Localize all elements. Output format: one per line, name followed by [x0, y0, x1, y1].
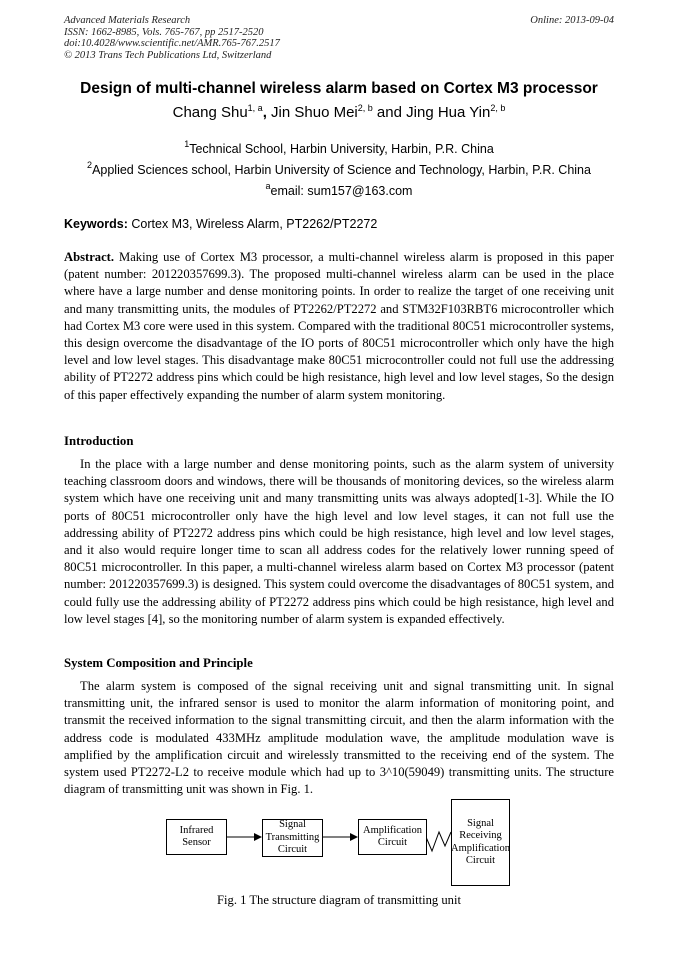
affiliation-mark: 1	[184, 139, 190, 149]
block-label-line: Circuit	[277, 844, 308, 856]
author-name: Jin Shuo Mei	[271, 104, 358, 121]
author-separator: and	[372, 104, 407, 121]
online-date: Online: 2013-09-04	[530, 15, 614, 26]
block-signal-transmitting-circuit	[262, 819, 323, 857]
keywords-text: Cortex M3, Wireless Alarm, PT2262/PT2272	[131, 217, 378, 231]
paper-title: Design of multi-channel wireless alarm based on Cortex M3 processor	[80, 80, 598, 97]
block-label-line: Infrared	[179, 824, 214, 836]
author-separator: ,	[262, 104, 272, 121]
keywords-label: Keywords:	[64, 217, 128, 231]
block-label-line: Receiving	[459, 830, 502, 841]
block-signal-receiving-amplification-circuit	[451, 799, 510, 886]
block-label-line: Transmitting	[265, 831, 320, 843]
system-composition-body: The alarm system is composed of the signal receiving unit and signal transmitting unit. In signal transmitting unit, the infrared sensor is used to monitor the alarm information of monitoring point, and transmit the received information to the signal transmitting circuit, and then the alarm information with the address code is modulated 433MHz amplitude modulation wave, the amplitude modulation wave is amplified by the amplification circuit and wirelessly transmitted to the receiving end of the system. The system used PT2272-L2 to receive module which had up to 3^10(59049) transmitting units. The structure diagram of transmitting unit was shown in Fig. 1.	[64, 679, 614, 797]
figure-caption: Fig. 1 The structure diagram of transmitting unit	[217, 893, 461, 907]
affiliation-text: email: sum157@163.com	[270, 184, 413, 198]
block-amplification-circuit	[358, 819, 427, 855]
affiliation-mark: 2	[87, 160, 93, 170]
block-label-line: Signal	[279, 819, 306, 831]
affiliation-text: Applied Sciences school, Harbin University of Science and Technology, Harbin, P.R. China	[92, 163, 591, 177]
affiliation-text: Technical School, Harbin University, Harbin, P.R. China	[189, 142, 494, 156]
block-label-line: Circuit	[377, 837, 408, 848]
block-label-line: Amplification	[363, 824, 422, 836]
block-label-line: Signal	[467, 817, 494, 829]
wireless-zigzag	[426, 832, 451, 851]
block-label-line: Sensor	[182, 837, 211, 848]
block-label-line: Circuit	[465, 855, 496, 866]
journal-name: Advanced Materials Research	[64, 15, 191, 26]
block-label-line: Amplification	[451, 842, 510, 854]
block-infrared-sensor	[166, 819, 227, 855]
affiliation-mark: a	[265, 181, 271, 191]
doi-line: doi:10.4028/www.scientific.net/AMR.765-767.2517	[64, 38, 280, 49]
introduction-body: In the place with a large number and dense monitoring points, such as the alarm system of university teaching classroom doors and windows, there will be thousands of monitoring devices, so the wireless alarm system which have one receiving unit and many transmitting units was always adopted[1-3]. While the IO ports of 80C51 microcontroller only have the high level and low level stages, it can not full use the addressing ability of PT2272 address pins which could be high resistance, high level and low level stages, and it also would require longer time to scan all address codes for the relatively lower running speed of 80C51 microcontroller. In this paper, a multi-channel wireless alarm based on Cortex M3 processor (patent number: 201220357699.3) is designed. This system could overcome the disadvantages of 80C51 system, and could fully use the addressing ability of PT2272 address pins which could be high resistance, high level and low level stages [4], so the monitoring number of alarm system is expanded effectively.	[64, 457, 614, 626]
author-affil-mark: 1, a	[247, 103, 263, 113]
author-name: Chang Shu	[172, 104, 248, 121]
author-name: Jing Hua Yin	[406, 104, 491, 121]
section-heading-system-composition: System Composition and Principle	[64, 656, 253, 670]
author-affil-mark: 2, b	[357, 103, 373, 113]
section-heading-introduction: Introduction	[64, 434, 134, 448]
abstract-text: Making use of Cortex M3 processor, a multi-channel wireless alarm is proposed in this paper (patent number: 201220357699.3). The proposed multi-channel wireless alarm can be used in the place where have a large number and dense monitoring points. In order to realize the target of one receiving unit and many transmitting units, the modules of PT2262/PT2272 and STM32F103RBT6 microcontroller which had Cortex M3 core were used in this system. Compared with the traditional 80C51 microcontroller systems, this design overcome the disadvantage of the IO ports of 80C51 microcontroller which only have the high level and low level stages. This disadvantage make 80C51 microcontroller could not full use the addressing ability of PT2272 address pins which could be high resistance, high level and low level stages, So the design of this paper effectively expanding the number of alarm system monitoring.	[64, 250, 615, 402]
issn-line: ISSN: 1662-8985, Vols. 765-767, pp 2517-2520	[64, 26, 264, 38]
author-affil-mark: 2, b	[490, 103, 506, 113]
abstract-label: Abstract.	[64, 250, 115, 264]
copyright-line: © 2013 Trans Tech Publications Ltd, Switzerland	[64, 49, 272, 61]
